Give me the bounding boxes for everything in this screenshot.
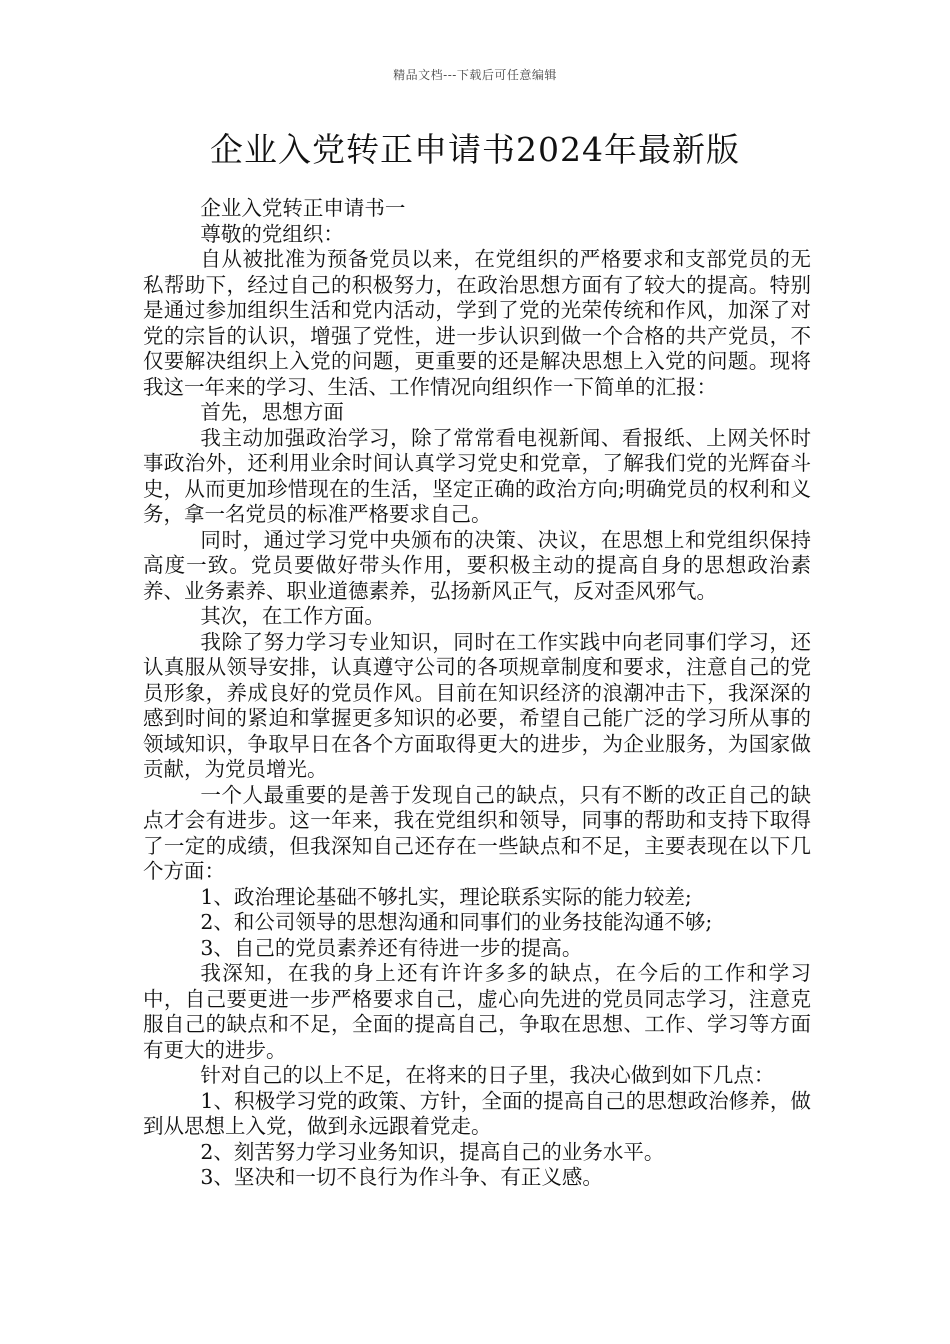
salutation: 尊敬的党组织： [200, 221, 344, 246]
body-paragraph: 自从被批准为预备党员以来，在党组织的严格要求和支部党员的无私帮助下，经过自己的积极努力，在政治思想方面有了较大的提高。特别是通过参加组织生活和党内活动，学到了党的光荣传统和作风，加深了对党的宗旨的认识，增强了党性，进一步认识到做一个合格的共产党员，不仅要解决组织上入党的问题，更重要的还是解决思想上入党的问题。现将我这一年来的学习、生活、工作情况向组织作一下简单的汇报： [143, 247, 811, 399]
list-item: 2、和公司领导的思想沟通和同事们的业务技能沟通不够; [200, 910, 713, 934]
list-item: 3、坚决和一切不良行为作斗争、有正义感。 [200, 1165, 603, 1189]
body-paragraph: 一个人最重要的是善于发现自己的缺点，只有不断的改正自己的缺点才会有进步。这一年来，我在党组织和领导，同事的帮助和支持下取得了一定的成绩，但我深知自己还存在一些缺点和不足，主要表现在以下几个方面： [143, 782, 811, 883]
body-paragraph: 我主动加强政治学习，除了常常看电视新闻、看报纸、上网关怀时事政治外，还利用业余时间认真学习党史和党章，了解我们党的光辉奋斗史，从而更加珍惜现在的生活，坚定正确的政治方向;明确党员的权利和义务，拿一名党员的标准严格要求自己。 [143, 425, 811, 526]
body-paragraph: 同时，通过学习党中央颁布的决策、决议，在思想上和党组织保持高度一致。党员要做好带头作用，要积极主动的提高自身的思想政治素养、业务素养、职业道德素养，弘扬新风正气，反对歪风邪气。 [143, 527, 811, 603]
list-item: 1、政治理论基础不够扎实，理论联系实际的能力较差; [200, 884, 692, 909]
page-header-note: 精品文档---下载后可任意编辑 [393, 68, 557, 82]
subheading-thought: 首先，思想方面 [200, 400, 344, 424]
subheading-work: 其次，在工作方面。 [200, 604, 385, 628]
body-paragraph: 我深知，在我的身上还有许许多多的缺点，在今后的工作和学习中，自己要更进一步严格要求自己，虚心向先进的党员同志学习，注意克服自己的缺点和不足，全面的提高自己，争取在思想、工作、学习等方面有更大的进步。 [143, 961, 811, 1062]
body-paragraph: 我除了努力学习专业知识，同时在工作实践中向老同事们学习，还认真服从领导安排，认真遵守公司的各项规章制度和要求，注意自己的党员形象，养成良好的党员作风。目前在知识经济的浪潮冲击下，我深深的感到时间的紧迫和掌握更多知识的必要，希望自己能广泛的学习所从事的领域知识，争取早日在各个方面取得更大的进步，为企业服务，为国家做贡献，为党员增光。 [143, 629, 811, 781]
list-item: 2、刻苦努力学习业务知识，提高自己的业务水平。 [200, 1139, 665, 1164]
document-title: 企业入党转正申请书2024年最新版 [210, 130, 740, 169]
list-item: 1、积极学习党的政策、方针，全面的提高自己的思想政治修养，做到从思想上入党，做到永远跟着党走。 [143, 1088, 811, 1138]
body-paragraph: 针对自己的以上不足，在将来的日子里，我决心做到如下几点： [200, 1063, 775, 1087]
document-body [143, 196, 811, 1191]
section-heading: 企业入党转正申请书一 [200, 196, 406, 220]
list-item: 3、自己的党员素养还有待进一步的提高。 [200, 935, 583, 960]
